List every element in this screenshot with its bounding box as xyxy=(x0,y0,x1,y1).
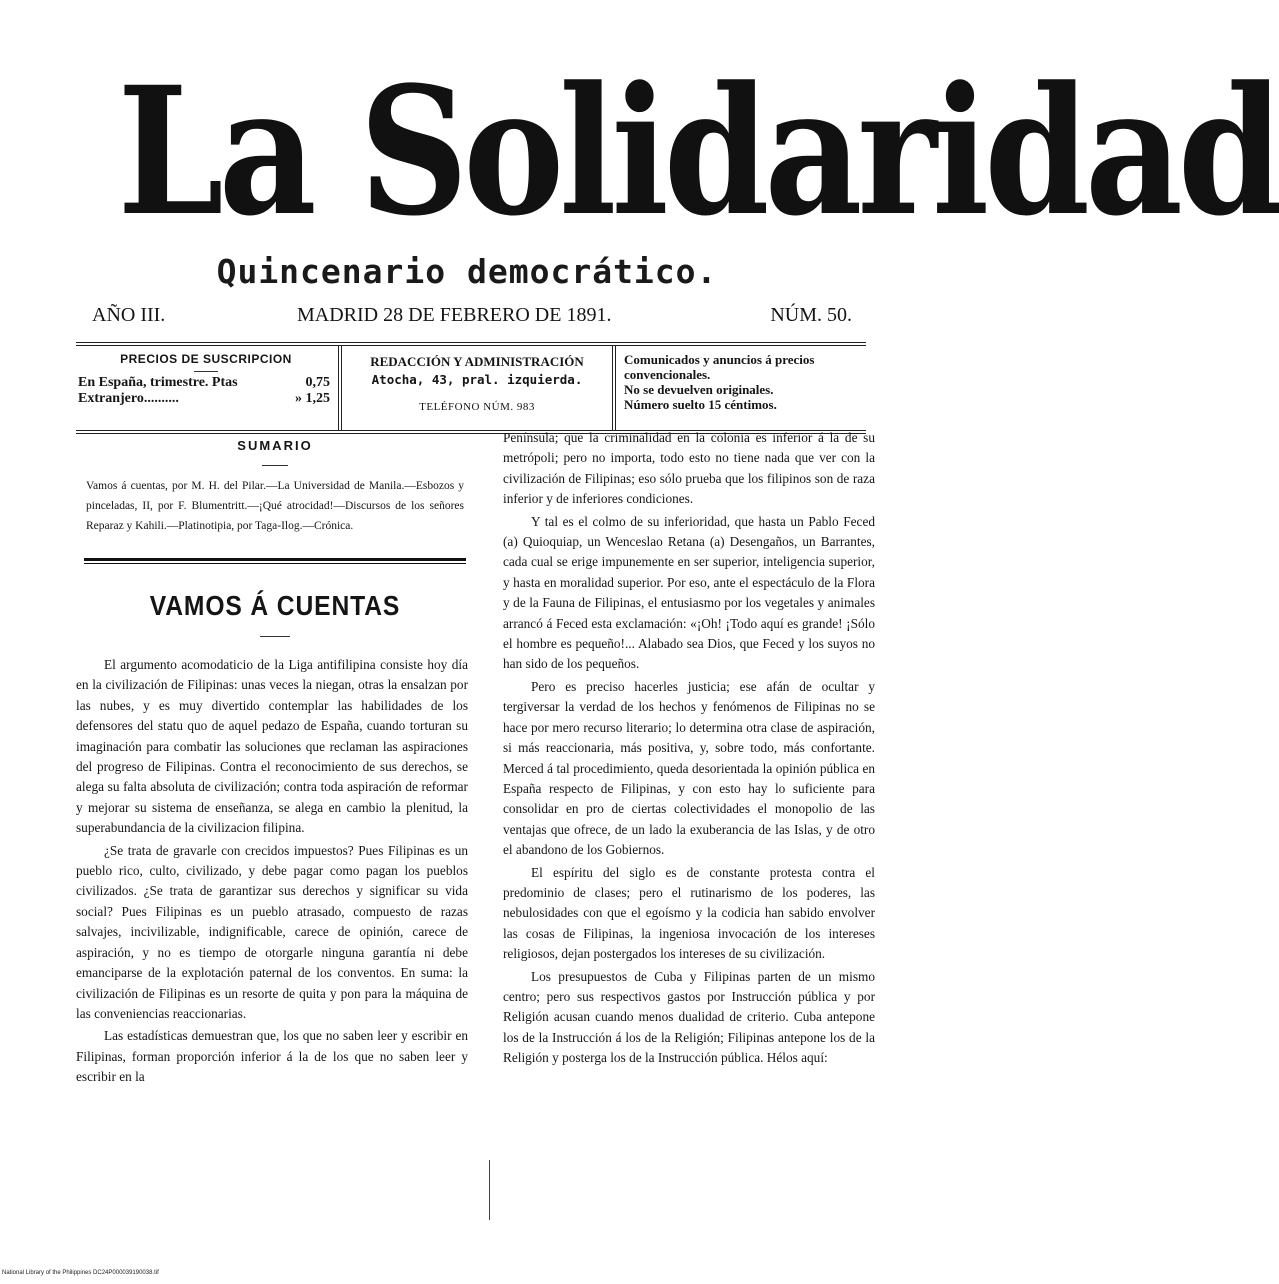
info-box xyxy=(76,342,866,434)
article-title: VAMOS Á CUENTAS xyxy=(149,590,401,621)
article-paragraph: Las estadísticas demuestran que, los que no saben leer y escribir en Filipinas, forman proporción inferior á la de los que no saben leer y escribir en la xyxy=(76,1028,468,1085)
column-rule xyxy=(489,1160,490,1220)
sumario-heading: SUMARIO xyxy=(237,438,313,453)
office-heading: REDACCIÓN Y ADMINISTRACIÓN xyxy=(370,354,584,369)
subscription-prices xyxy=(76,346,336,430)
left-column xyxy=(76,430,474,1090)
right-column xyxy=(503,428,875,1071)
article-paragraph: Pero es preciso hacerles justicia; ese afán de ocultar y tergiversar la verdad de los hechos y fenómenos de Filipinas no se hace por mero recurso literario; lo determina otra clase de aspiración, si más reaccionaria, más positiva, y, sobre todo, más confortante. Merced á tal procedimiento, queda desorientada la opinión pública en España respecto de Filipinas, y con esto hay lo suficiente para consolidar en pro de ciertas colectividades el monopolio de las ventajas que ofrece, de un lado la exuberancia de las Islas, y de otro el abandono de los Gobiernos. xyxy=(503,678,875,858)
subscription-abroad: Extranjero.......... » 1,25 xyxy=(78,391,330,406)
office-address: Atocha, 43, pral. izquierda. xyxy=(371,372,583,387)
subscription-heading: PRECIOS DE SUSCRIPCION xyxy=(120,352,292,366)
subscription-spain: En España, trimestre. Ptas 0,75 xyxy=(78,375,330,390)
section-rule xyxy=(84,558,466,564)
office-phone: TELÉFONO NÚM. 983 xyxy=(419,401,535,413)
article-paragraph: El espíritu del siglo es de constante protesta contra el predominio de clases; pero el rutinarismo de los poderes, las nebulosidades con que el egoísmo y la codicia han sabido envolver las cosas de Filipinas, la ingeniosa invocación de los intereses religiosos, dejan postergados los intereses de su civilización. xyxy=(503,864,875,962)
issue-date: MADRID 28 DE FEBRERO DE 1891. xyxy=(297,304,612,326)
office-info xyxy=(338,346,616,430)
article-paragraph: Y tal es el colmo de su inferioridad, que hasta un Pablo Feced (a) Quioquiap, un Wenceslao Retana (a) Desengaños, un Barrantes, cada cual se erige impunemente en ser superior, inteligencia superior, y hasta en moralidad superior. Por eso, ante el espectáculo de la Flora y de la Fauna de Filipinas, el entusiasmo por los vegetales y animales arrancó á Feced esta exclamación: «¡Oh! ¡Todo aquí es grande! ¡Sólo el hombre es pequeño!... Alabado sea Dios, que Feced y los suyos no han sido de los pequeños. xyxy=(503,513,875,672)
issue-year: AÑO III. xyxy=(92,304,166,326)
divider xyxy=(260,636,290,637)
article-paragraph: Península; que la criminalidad en la colonia es inferior á la de su metrópoli; pero no importa, todo esto no tiene nada que ver con la civilización de Filipinas; eso sólo prueba que los filipinos son de raza inferior y de inferiores condiciones. xyxy=(503,430,875,507)
notice-price: Número suelto 15 céntimos. xyxy=(624,397,777,412)
scan-footer: National Library of the Philippines DC24P000039190038.tif xyxy=(2,1270,159,1276)
sumario-text: Vamos á cuentas, por M. H. del Pilar.—La Universidad de Manila.—Esbozos y pinceladas, II, por F. Blumentritt.—¡Qué atrocidad!—Discursos de los señores Reparaz y Kahili.—Platinotipia, por Taga-Ilog.—Crónica. xyxy=(86,480,464,532)
article-paragraph: ¿Se trata de gravarle con crecidos impuestos? Pues Filipinas es un pueblo rico, culto, civilizado, y debe pagar como pagan los pueblos civilizados. ¿Se trata de garantizar sus derechos y significar su vida social? Pues Filipinas es un pueblo atrasado, compuesto de razas salvajes, incivilizable, indignificable, carece de opinión, carece de aspiración, y no es tiempo de otorgarle ninguna garantía ni debe emanciparse de la explotación paternal de los conventos. En suma: la civilización de Filipinas es un resorte de quita y pon para la máquina de las conveniencias reaccionarias. xyxy=(76,842,468,1021)
article-paragraph: El argumento acomodaticio de la Liga antifilipina consiste hoy día en la civilización de Filipinas: unas veces la niegan, otras la ensalzan por las nubes, y es muy divertido contemplar las habilidades de los defensores del statu quo de aquel pedazo de España, cuando torturan su imaginación para combatir las soluciones que reclaman las aspiraciones del progreso de Filipinas. Contra el reconocimiento de sus derechos, se alega su falta absoluta de civilización; contra toda aspiración de reformar y mejorar su sistema de enseñanza, se alega en cambio la plenitud, la superabundancia de la civilizacion filipina. xyxy=(76,657,468,836)
issue-number: NÚM. 50. xyxy=(770,304,852,326)
divider xyxy=(194,371,218,372)
notices xyxy=(616,346,866,430)
divider xyxy=(262,465,288,466)
masthead-title: La Solidaridad xyxy=(117,48,1279,255)
notice-originals: No se devuelven originales. xyxy=(624,382,774,397)
masthead-subtitle: Quincenario democrático. xyxy=(216,252,718,291)
notice-ads: Comunicados y anuncios á precios convencionales. xyxy=(624,352,815,382)
dateline xyxy=(92,304,852,334)
article-paragraph: Los presupuestos de Cuba y Filipinas parten de un mismo centro; pero sus respectivos gastos por Instrucción pública y por Religión acusan cuando menos dualidad de criterio. Cuba antepone los de la Instrucción á los de la Religión; Filipinas antepone los de la Religión y posterga los de la Instrucción pública. Hélos aquí: xyxy=(503,968,875,1066)
